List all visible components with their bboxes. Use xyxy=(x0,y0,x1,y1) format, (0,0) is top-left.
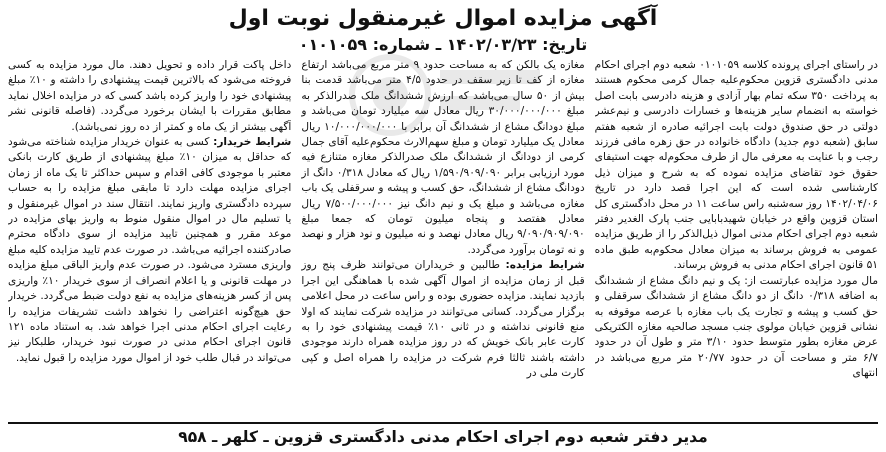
auction-conditions-label: شرایط مزایده: xyxy=(505,259,585,272)
column-middle xyxy=(301,58,584,418)
notice-title: آگهی مزایده اموال غیرمنقول نوبت اول xyxy=(228,6,658,31)
signature-line: مدیر دفتر شعبه دوم اجرای احکام مدنی دادگستری قزوین ـ کلهر ـ ۹۵۸ xyxy=(178,428,708,446)
buyer-conditions xyxy=(8,135,291,366)
buyer-conditions-label: شرایط خریدار: xyxy=(213,136,292,149)
text-columns xyxy=(8,58,878,418)
case-description: در راستای اجرای پرونده کلاسه ۰۱۰۱۰۵۹ شعبه دوم اجرای احکام مدنی دادگستری قزوین محکوم‌علیه جمال کرمی محکوم هستند به پرداخت ۳۵۰ سکه تمام بهار آزادی و هزینه دادرسی بابت اصل خواسته به انضمام سایر هزینه‌ها و خسارات دادرسی و نیم‌عشر دولتی در حق صندوق دولت بابت اجرائیه صادره از شعبه هفتم سابق (شعبه دوم جدید) دادگاه خانواده در حق زهره مافی فرزند رجب و با عنایت به معرفی مال از طرف محکوم‌له جهت استیفای حقوق خود تقاضای مزایده نموده که به شرح و میزان ذیل کارشناسی شده است که این اجرا قصد دارد در تاریخ ۱۴۰۲/۰۴/۰۶ روز سه‌شنبه راس ساعت ۱۱ در محل دادگستری کل استان قزوین واقع در خیابان شهیدبابایی جنب پارک الغدیر دفتر شعبه دوم اجرای احکام مدنی اموال ذیل‌الذکر را از طریق مزایده عمومی به فروش برساند به میزان معادل محکوم‌به طبق ماده ۵۱ قانون اجرای احکام مدنی به فروش برساند. xyxy=(594,59,878,272)
auction-conditions xyxy=(301,258,584,381)
column-left xyxy=(8,58,291,418)
auction-conditions-text: طالبین و خریداران می‌توانند ظرف پنج روز قبل از زمان مزایده از اموال آگهی شده با هماهنگی این اجرا بازدید نمایند. مزایده حضوری بوده و راس ساعت در محل اعلامی برگزار می‌گردد. کسانی می‌توانند در مزایده شرکت نمایند که اولا منع قانونی نداشته و در ثانی ۱۰٪ قیمت پیشنهادی خود را به کارت عابر بانک خویش که در روز مزایده همراه دارند موجودی داشته باشند ثالثا فرم شرکت در مزایده را همراه اصل و کپی کارت ملی در xyxy=(301,259,585,380)
column-right xyxy=(595,58,878,418)
property-description: مال مورد مزایده عبارتست از: یک و نیم دانگ مشاع از ششدانگ به اضافه ۰/۳۱۸ دانگ از دو دانگ مشاع از ششدانگ سرقفلی و حق کسب و پیشه و تجارت یک باب مغازه با عرصه موقوفه به نشانی قزوین خیابان مولوی جنب مسجد صالحیه مغازه الکتریکی عرض مغازه بطور متوسط حدود ۳/۱۰ متر و طول آن در حدود ۶/۷ متر و مساحت آن در حدود ۲۰/۷۷ متر مربع می‌باشد در انتهای xyxy=(594,274,878,380)
footer-divider xyxy=(8,422,878,424)
valuation-text: مغازه یک بالکن که به مساحت حدود ۹ متر مربع می‌باشد ارتفاع مغازه از کف تا زیر سقف در حدود ۴/۵ متر می‌باشد قدمت بنا بیش از ۵۰ سال می‌باشد که ارزش ششدانگ ملک صدرالذکر به مبلغ ۳۰/۰۰۰/۰۰۰/۰۰۰ ریال معادل سه میلیارد تومان می‌باشد و مبلغ دودانگ مشاع از ششدانگ آن برابر با ۱۰/۰۰۰/۰۰۰/۰۰۰ ریال معادل یک میلیارد تومان و مبلغ سهم‌الارث محکوم‌علیه آقای جمال کرمی از دودانگ از ششدانگ ملک صدرالذکر مغازه متنازع فیه مورد ارزیابی برابر ۱/۵۹۰/۹۰۹/۰۹۰ ریال که معادل ۰/۳۱۸ دانگ از دودانگ مشاع از ششدانگ، حق کسب و پیشه و سرقفلی یک باب مغازه می‌باشد و مبلغ یک و نیم دانگ نیز ۷/۵۰۰/۰۰۰/۰۰۰ ریال معادل هفتصد و پنجاه میلیون تومان که جمعا مبلغ ۹/۰۹۰/۹۰۹/۰۹۰ ریال معادل نهصد و نه میلیون و نود هزار و نهصد و نه تومان برآورد می‌گردد. xyxy=(301,59,585,256)
date-and-number: تاریخ: ۱۴۰۲/۰۳/۲۳ ـ شماره: ۰۱۰۱۰۵۹ xyxy=(298,35,588,54)
buyer-conditions-text: کسی به عنوان خریدار مزایده شناخته می‌شود که حداقل به میزان ۱۰٪ مبلغ پیشنهادی از طریق کارت بانکی معتبر با موجودی کافی اقدام و سپس حداکثر تا یک ماه از زمان اجرای مزایده مهلت دارد تا مابقی مبلغ مزایده را به حساب سپرده دادگستری واریز نمایند. انتقال سند در اموال غیرمنقول و یا تسلیم مال در اموال منقول منوط به واریز بهای مزایده در موعد مقرر و همچنین تایید مزایده از سوی دادگاه محترم صادرکننده اجرائیه می‌باشد. در صورت عدم تایید مزایده کلیه مبلغ واریزی مسترد می‌شود. در صورت عدم واریز الباقی مبلغ مزایده در مهلت قانونی و یا اعلام انصراف از سوی خریدار ۱۰٪ واریزی پس از کسر هزینه‌های مزایده به نفع دولت ضبط می‌گردد. خریدار حق هیچ‌گونه اعتراضی را نخواهد داشت تشریفات مزایده را رعایت اجرای احکام مدنی اجرا خواهد شد. به استناد ماده ۱۲۱ قانون اجرای احکام مدنی در صورت نبود خریدار، طلبکار نیز می‌تواند در قبال طلب خود از اموال مورد مزایده را قبول نماید. xyxy=(8,136,292,364)
submission-text: داخل پاکت قرار داده و تحویل دهند. مال مورد مزایده به کسی فروخته می‌شود که بالاترین قیمت پیشنهادی را داشته و ۱۰٪ مبلغ پیشنهادی خود را واریز کرده باشد کسی که در مزایده اخلال نماید مطابق مقررات با ایشان برخورد می‌گردد. (فاصله قانونی نشر آگهی بیشتر از یک ماه و کمتر از ده روز نمی‌باشد). xyxy=(8,59,292,133)
